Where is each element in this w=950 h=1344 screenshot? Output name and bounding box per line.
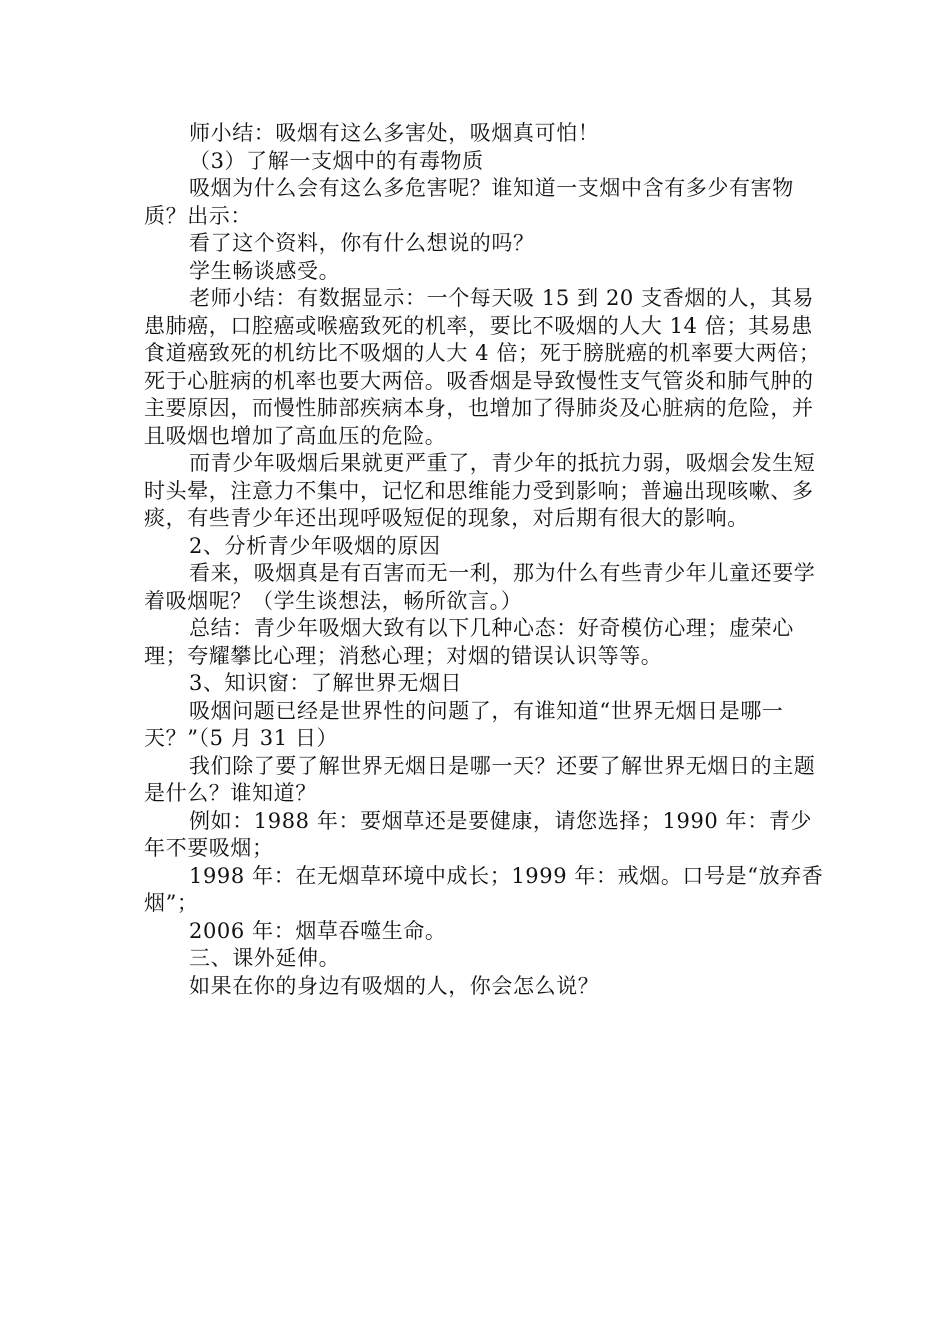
paragraph-theme-question: 我们除了要了解世界无烟日是哪一天？还要了解世界无烟日的主题是什么？谁知道？	[144, 753, 816, 805]
paragraph-theme-2006: 2006 年：烟草吞噬生命。	[189, 918, 447, 943]
section-heading-knowledge-window: 3、知识窗：了解世界无烟日	[189, 671, 463, 695]
paragraph-why-youth-smoke: 看来，吸烟真是有百害而无一利，那为什么有些青少年儿童还要学着吸烟呢？（学生谈想法，畅所欲言。）	[144, 561, 816, 613]
paragraph-youth-consequences: 而青少年吸烟后果就更严重了，青少年的抵抗力弱，吸烟会发生短时头晕，注意力不集中，记忆和思维能力受到影响；普遍出现咳嗽、多痰，有些青少年还出现呼吸短促的现象，对后期有很大的影响。	[144, 451, 816, 530]
paragraph-teacher-summary-1: 师小结：吸烟有这么多害处，吸烟真可怕！	[189, 121, 600, 145]
paragraph-teacher-summary-2: 老师小结：有数据显示：一个每天吸 15 到 20 支香烟的人，其易患肺癌，口腔癌或喉癌致死的机率，要比不吸烟的人大 14 倍；其易患食道癌致死的机纺比不吸烟的人大 4 倍；死于膀胱癌的机率要大两倍；死于心脏病的机率也要大两倍。吸香烟是导致慢性支气管炎和肺气肿的主要原因，而慢性肺部疾病本身，也增加了得肺炎及心脏病的危险，并且吸烟也增加了高血压的危险。	[144, 286, 821, 448]
paragraph-question-harmful-substances: 吸烟为什么会有这么多危害呢？谁知道一支烟中含有多少有害物质？出示：	[144, 176, 794, 228]
paragraph-final-question: 如果在你的身边有吸烟的人，你会怎么说？	[189, 973, 600, 998]
section-heading-youth-reasons: 2、分析青少年吸烟的原因	[189, 533, 441, 558]
paragraph-themes-1998-1999: 1998 年：在无烟草环境中成长；1999 年：戒烟。口号是“放弃香烟”；	[144, 863, 824, 915]
section-heading-toxic-substances: （3）了解一支烟中的有毒物质	[189, 148, 484, 173]
section-heading-extension: 三、课外延伸。	[189, 946, 341, 970]
paragraph-student-discussion: 学生畅谈感受。	[189, 258, 341, 283]
paragraph-prompt-thoughts: 看了这个资料，你有什么想说的吗？	[189, 231, 535, 255]
paragraph-world-no-tobacco-day: 吸烟问题已经是世界性的问题了，有谁知道“世界无烟日是哪一天？”（5 月 31 日）	[144, 698, 784, 750]
document-body	[144, 120, 824, 1000]
paragraph-summary-mindsets: 总结：青少年吸烟大致有以下几种心态：好奇模仿心理；虚荣心理；夸耀攀比心理；消愁心理；对烟的错误认识等等。	[144, 616, 794, 668]
paragraph-themes-1988-1990: 例如：1988 年：要烟草还是要健康，请您选择；1990 年：青少年不要吸烟；	[144, 808, 813, 860]
